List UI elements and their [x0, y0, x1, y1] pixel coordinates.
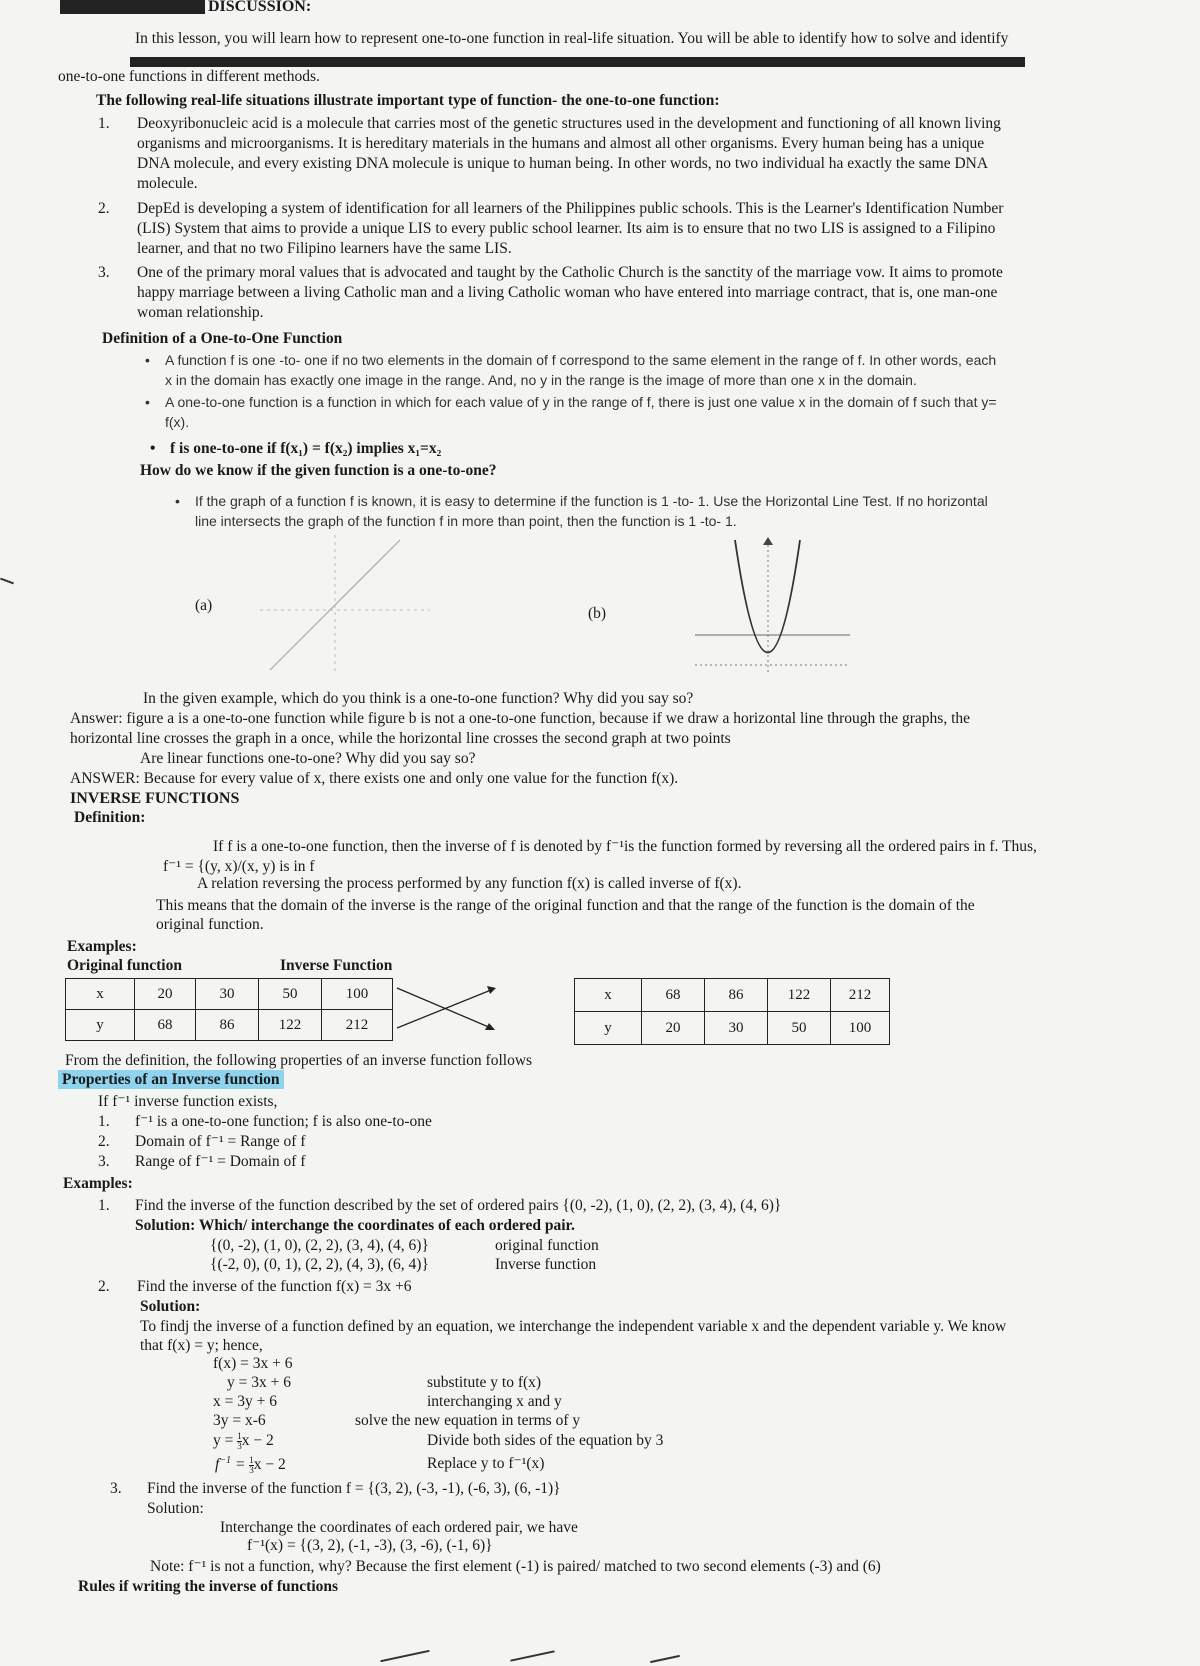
how-line-1: • If the graph of a function f is known, it is easy to determine if the function is 1 -to- 1. Use the Horizontal Line Test. If no horizontal: [195, 493, 988, 510]
inverse-def-line-1: If f is a one-to-one function, then the inverse of f is denoted by f⁻¹is the function formed by reversing all the ordered pairs in f. Thus,: [213, 838, 1037, 855]
section-title: DISCUSSION:: [205, 0, 314, 16]
table-row: [66, 1010, 393, 1041]
def-bullet-1-line-2: x in the domain has exactly one image in the range. And, no y in the range is the image of more than one x in the domain.: [165, 372, 917, 388]
step-1-equation: f(x) = 3x + 6: [213, 1355, 293, 1372]
scan-mark: [650, 1655, 680, 1663]
how-line-2: line intersects the graph of the function f in more than point, then the function is 1 -to- 1.: [195, 513, 737, 529]
answer-1-line-2: horizontal line crosses the graph in a once, while the horizontal line crosses the second graph at two points: [70, 730, 731, 747]
figure-a-graph: [250, 530, 440, 680]
original-function-label: Original function: [67, 957, 182, 974]
step-4-note: solve the new equation in terms of y: [355, 1412, 581, 1429]
table-cell: 212: [831, 979, 890, 1012]
step-6-note: Replace y to f⁻¹(x): [427, 1455, 545, 1472]
example-2-solution-line-1: To findj the inverse of a function defined by an equation, we interchange the independent variable x and the dependent variable y. We know: [140, 1318, 1007, 1335]
table-row: [575, 979, 890, 1012]
table-cell: 50: [768, 1012, 831, 1045]
def-bullet-2-line-1: • A one-to-one function is a function in which for each value of y in the range of f, there is just one value x in the domain of f such that y=: [165, 394, 997, 411]
table-cell: 100: [831, 1012, 890, 1045]
table-cell: 86: [196, 1010, 259, 1041]
table-cell: x: [66, 979, 135, 1010]
examples-2-label: Examples:: [63, 1175, 133, 1192]
table-cell: 212: [322, 1010, 393, 1041]
inverse-def-label: Definition:: [74, 809, 146, 826]
step-2-note: substitute y to f(x): [427, 1374, 542, 1391]
examples-label: Examples:: [67, 938, 137, 955]
inverse-def-line-4: This means that the domain of the inverse is the range of the original function and that the range of the function is the domain of the: [156, 897, 975, 914]
example-2-number: 2.: [98, 1278, 110, 1295]
situation-1-number: 1.: [98, 115, 110, 132]
properties-exists: If f⁻¹ inverse function exists,: [98, 1093, 278, 1110]
inverse-def-line-5: original function.: [156, 916, 264, 933]
example-1-number: 1.: [98, 1197, 110, 1214]
situation-2-number: 2.: [98, 200, 110, 217]
table-cell: y: [66, 1010, 135, 1041]
example-1-question: Find the inverse of the function described by the set of ordered pairs {(0, -2), (1, 0), (2, 2), (3, 4), (4, 6)}: [135, 1197, 782, 1214]
scan-mark: [380, 1650, 429, 1662]
example-3-question: Find the inverse of the function f = {(3, 2), (-3, -1), (-6, 3), (6, -1)}: [147, 1480, 561, 1497]
situation-3-line-3: woman relationship.: [137, 304, 264, 321]
situation-1-line-4: molecule.: [137, 175, 198, 192]
step-6-rhs: x − 2: [253, 1456, 286, 1474]
step-5-equation: y = $\frac{1}{3}$ x − 2: [213, 1431, 274, 1451]
inverse-def-line-3: A relation reversing the process performed by any function f(x) is called inverse of f(x).: [197, 875, 742, 892]
situation-2-line-1: DepEd is developing a system of identification for all learners of the Philippines public schools. This is the Learner's Identification Number: [137, 200, 1004, 217]
example-1-original-set: {(0, -2), (1, 0), (2, 2), (3, 4), (4, 6)}: [210, 1237, 429, 1254]
example-1-inverse-set: {(-2, 0), (0, 1), (2, 2), (4, 3), (6, 4)}: [210, 1256, 429, 1273]
table-cell: 50: [259, 979, 322, 1010]
inverse-function-table: [574, 978, 890, 1045]
property-2-text: Domain of f⁻¹ = Range of f: [135, 1133, 306, 1150]
def-bullet-1-line-1: • A function f is one -to- one if no two elements in the domain of f correspond to the same element in the range of f. In other words, each: [165, 352, 996, 369]
question-1: In the given example, which do you think is a one-to-one function? Why did you say so?: [143, 690, 694, 707]
table-cell: 100: [322, 979, 393, 1010]
situation-3-line-1: One of the primary moral values that is advocated and taught by the Catholic Church is the sanctity of the marriage vow. It aims to promote: [137, 264, 1003, 281]
example-1-inverse-note: Inverse function: [495, 1256, 597, 1273]
step-5-rhs: x − 2: [241, 1432, 274, 1450]
intro-line-2: one-to-one functions in different methods.: [58, 68, 320, 85]
step-5-note: Divide both sides of the equation by 3: [427, 1432, 664, 1449]
properties-intro: From the definition, the following properties of an inverse function follows: [65, 1052, 533, 1069]
inverse-def-line-2: f⁻¹ = {(y, x)/(x, y) is in f: [163, 858, 315, 875]
figure-a-line: [270, 540, 400, 670]
situation-2-line-2: (LIS) System that aims to provide a unique LIS to every public school learner. Its aim is to ensure that no two LIS is assigned to a Filipino: [137, 220, 996, 237]
situation-1-line-3: DNA molecule, and every existing DNA molecule is unique to human being. In other words, no two individual ha exactly the same DNA: [137, 155, 989, 172]
table-cell: 122: [768, 979, 831, 1012]
property-3-number: 3.: [98, 1153, 110, 1170]
def-bullet-3: • f is one-to-one if f(x₁) = f(x₂) implies x₁=x₂: [170, 440, 441, 459]
step-3-equation: x = 3y + 6: [213, 1393, 277, 1410]
example-3-number: 3.: [110, 1480, 122, 1497]
answer-2: ANSWER: Because for every value of x, there exists one and only one value for the function f(x).: [70, 770, 679, 787]
table-cell: 30: [705, 1012, 768, 1045]
table-cell: 68: [642, 979, 705, 1012]
step-4-equation: 3y = x-6: [213, 1412, 266, 1429]
property-2-number: 2.: [98, 1133, 110, 1150]
table-cell: 122: [259, 1010, 322, 1041]
step-6-equation: $f^{-1}$ = $\frac{1}{3}$ x − 2: [215, 1455, 286, 1476]
figure-b-label: (b): [588, 605, 607, 622]
example-1-original-note: original function: [495, 1237, 599, 1254]
example-1-solution: Solution: Which/ interchange the coordinates of each ordered pair.: [135, 1217, 575, 1234]
table-cell: 20: [135, 979, 196, 1010]
fraction-one-third: $\frac{1}{3}$: [237, 1431, 242, 1451]
figure-b-graph: [690, 535, 860, 680]
table-cell: x: [575, 979, 642, 1012]
table-cell: 30: [196, 979, 259, 1010]
figure-a-label: (a): [195, 597, 213, 614]
example-3-solution-label: Solution:: [147, 1500, 204, 1517]
property-3-text: Range of f⁻¹ = Domain of f: [135, 1153, 306, 1170]
table-cell: 86: [705, 979, 768, 1012]
property-1-number: 1.: [98, 1113, 110, 1130]
situation-1-line-2: organisms and microorganisms. It is hereditary materials in the humans and almost all other organisms. Every human being has a unique: [137, 135, 985, 152]
intro-line-1: In this lesson, you will learn how to represent one-to-one function in real-life situation. You will be able to identify how to solve and identify: [135, 30, 1009, 47]
situation-1-line-1: Deoxyribonucleic acid is a molecule that carries most of the genetic structures used in the development and functioning of all known living: [137, 115, 1001, 132]
arrowhead-up: [487, 986, 496, 994]
rules-title: Rules if writing the inverse of functions: [78, 1578, 339, 1595]
scan-mark: [0, 578, 14, 585]
table-cell: 68: [135, 1010, 196, 1041]
example-2-solution-label: Solution:: [140, 1298, 201, 1315]
answer-1-line-1: Answer: figure a is a one-to-one function while figure b is not a one-to-one function, because if we draw a horizontal line through the graphs, the: [70, 710, 971, 727]
example-2-solution-line-2: that f(x) = y; hence,: [140, 1337, 263, 1354]
cross-arrows: [395, 980, 505, 1036]
inverse-title: INVERSE FUNCTIONS: [70, 790, 240, 807]
def-bullet-2-line-2: f(x).: [165, 414, 190, 430]
inverse-function-label: Inverse Function: [280, 957, 393, 974]
example-2-question: Find the inverse of the function f(x) = 3x +6: [137, 1278, 412, 1295]
table-row: [575, 1012, 890, 1045]
situation-2-line-3: learner, and that no two Filipino learners have the same LIS.: [137, 240, 512, 257]
step-3-note: interchanging x and y: [427, 1393, 562, 1410]
definition-title: Definition of a One-to-One Function: [102, 330, 343, 347]
example-3-line-1: Interchange the coordinates of each ordered pair, we have: [220, 1519, 578, 1536]
original-function-table: [65, 978, 393, 1041]
example-3-line-2: f⁻¹(x) = {(3, 2), (-1, -3), (3, -6), (-1, 6)}: [247, 1537, 493, 1554]
figure-b-arrow: [763, 537, 773, 545]
step-2-equation: y = 3x + 6: [227, 1374, 291, 1391]
header-rule: [130, 57, 1025, 67]
situations-title: The following real-life situations illustrate important type of function- the one-to-one function:: [96, 92, 720, 109]
question-2: Are linear functions one-to-one? Why did you say so?: [140, 750, 476, 767]
fraction-one-third: $\frac{1}{3}$: [249, 1455, 254, 1476]
table-cell: 20: [642, 1012, 705, 1045]
example-3-note: Note: f⁻¹ is not a function, why? Because the first element (-1) is paired/ matched to two second elements (-3) and (6): [150, 1558, 881, 1575]
table-cell: y: [575, 1012, 642, 1045]
properties-title: Properties of an Inverse function: [58, 1070, 284, 1089]
scan-mark: [510, 1650, 554, 1661]
situation-3-number: 3.: [98, 264, 110, 281]
property-1-text: f⁻¹ is a one-to-one function; f is also one-to-one: [135, 1113, 432, 1130]
situation-3-line-2: happy marriage between a living Catholic man and a living Catholic woman who have entered into marriage contract, that is, one man-one: [137, 284, 998, 301]
how-title: How do we know if the given function is a one-to-one?: [140, 462, 497, 479]
table-row: [66, 979, 393, 1010]
